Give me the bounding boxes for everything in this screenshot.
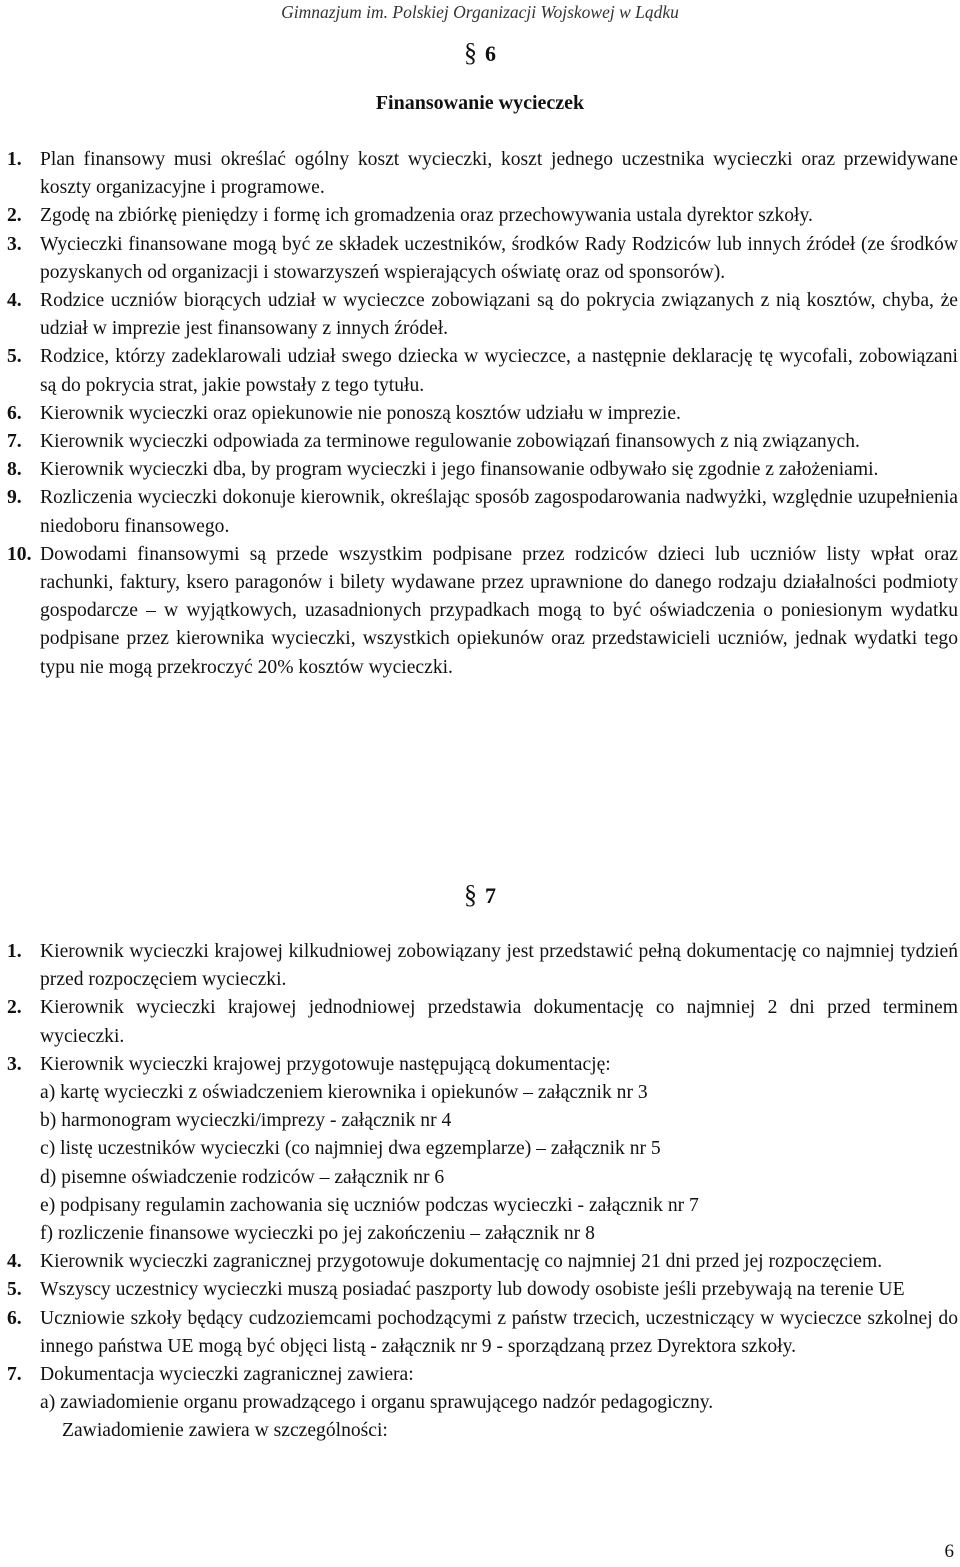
sub-item: e) podpisany regulamin zachowania się uczniów podczas wycieczki - załącznik nr 7 — [40, 1194, 699, 1216]
section-7-heading — [0, 880, 960, 910]
section-symbol: § — [464, 880, 477, 909]
item-number: 10. — [7, 543, 32, 565]
list-item — [7, 1051, 958, 1079]
list-item — [7, 541, 958, 682]
list-item — [7, 1361, 958, 1389]
item-text: Kierownik wycieczki krajowej kilkudniowej zobowiązany jest przedstawić pełną dokumentację co najmniej tydzień przed rozpoczęciem wycieczki. — [40, 941, 958, 991]
item-text: Rozliczenia wycieczki dokonuje kierownik, określając sposób zagospodarowania nadwyżki, względnie uzupełnienia niedoboru finansowego. — [40, 487, 958, 537]
item-text: Kierownik wycieczki zagranicznej przygotowuje dokumentację co najmniej 21 dni przed jej rozpoczęciem. — [40, 1251, 883, 1273]
list-item — [7, 428, 958, 456]
item-text: Kierownik wycieczki oraz opiekunowie nie ponoszą kosztów udziału w imprezie. — [40, 402, 681, 424]
item-number: 3. — [7, 1053, 22, 1075]
item-text: Zgodę na zbiórkę pieniędzy i formę ich gromadzenia oraz przechowywania ustala dyrektor szkoły. — [40, 205, 813, 227]
section-number: 7 — [485, 883, 496, 908]
section-6-title: Finansowanie wycieczek — [375, 92, 585, 114]
list-item — [7, 343, 958, 399]
list-item — [7, 231, 958, 287]
item-number: 2. — [7, 997, 22, 1019]
item-number: 6. — [7, 402, 22, 424]
item-text: Dokumentacja wycieczki zagranicznej zawiera: — [40, 1364, 414, 1386]
item-number: 4. — [7, 1251, 22, 1273]
section-6-heading — [0, 38, 960, 68]
list-item — [7, 456, 958, 484]
item-text: Rodzice, którzy zadeklarowali udział swego dziecka w wycieczce, a następnie deklarację tę wycofali, zobowiązani są do pokrycia strat, jakie powstały z tego tytułu. — [40, 346, 958, 396]
list-item — [7, 146, 958, 202]
item-number: 6. — [7, 1307, 22, 1329]
list-item — [7, 1276, 958, 1304]
item-number: 1. — [7, 149, 22, 170]
item-text: Kierownik wycieczki odpowiada za terminowe regulowanie zobowiązań finansowych z nią związanych. — [40, 431, 860, 453]
sub-item: f) rozliczenie finansowe wycieczki po jej zakończeniu – załącznik nr 8 — [40, 1223, 595, 1245]
sub-item: Zawiadomienie zawiera w szczególności: — [62, 1420, 388, 1442]
list-item — [7, 994, 958, 1050]
item-text: Wszyscy uczestnicy wycieczki muszą posiadać paszporty lub dowody osobiste jeśli przebywają na terenie UE — [40, 1279, 905, 1301]
item-number: 9. — [7, 487, 22, 509]
item-number: 2. — [7, 205, 22, 227]
item-text: Rodzice uczniów biorących udział w wycieczce zobowiązani są do pokrycia związanych z nią kosztów, chyba, że udział w imprezie jest finansowany z innych źródeł. — [40, 290, 958, 340]
item-number: 3. — [7, 233, 22, 255]
list-item — [7, 1305, 958, 1361]
page-number: 6 — [944, 1541, 954, 1562]
section-6-list — [7, 146, 958, 682]
item-text: Wycieczki finansowane mogą być ze składek uczestników, środków Rady Rodziców lub innych źródeł (ze środków pozyskanych od organizacji i stowarzyszeń wspierających oświatę oraz od sponsorów). — [40, 233, 958, 283]
item-text: Kierownik wycieczki krajowej jednodniowej przedstawia dokumentację co najmniej 2 dni przed terminem wycieczki. — [40, 997, 958, 1047]
list-item — [7, 938, 958, 994]
item-number: 7. — [7, 1364, 22, 1386]
section-7-list — [7, 938, 958, 1446]
item-text: Plan finansowy musi określać ogólny koszt wycieczki, koszt jednego uczestnika wycieczki oraz przewidywane koszty organizacyjne i programowe. — [40, 149, 958, 199]
item-text: Kierownik wycieczki dba, by program wycieczki i jego finansowanie odbywało się zgodnie z założeniami. — [40, 459, 879, 481]
sub-item: c) listę uczestników wycieczki (co najmniej dwa egzemplarze) – załącznik nr 5 — [40, 1138, 661, 1160]
item-number: 4. — [7, 290, 22, 312]
page-header: Gimnazjum im. Polskiej Organizacji Wojskowej w Lądku — [281, 2, 679, 22]
item-text: Kierownik wycieczki krajowej przygotowuje następującą dokumentację: — [40, 1053, 611, 1075]
item-number: 7. — [7, 431, 22, 453]
sub-item: d) pisemne oświadczenie rodziców – załącznik nr 6 — [40, 1166, 445, 1188]
item-number: 8. — [7, 459, 22, 481]
item-text: Dowodami finansowymi są przede wszystkim podpisane przez rodziców dzieci lub uczniów listy wpłat oraz rachunki, faktury, ksero paragonów i bilety wydawane przez uprawnione do danego rodzaju działalności podmioty gospodarcze – w wyjątkowych, uzasadnionych przypadkach mogą to być oświadczenia o poniesionym wydatku podpisane przez kierownika wycieczki, wszystkich opiekunów oraz przedstawicieli uczniów, jednak wydatki tego typu nie mogą przekroczyć 20% kosztów wycieczki. — [40, 543, 958, 678]
item-number: 5. — [7, 1279, 22, 1301]
item-text: Uczniowie szkoły będący cudzoziemcami pochodzącymi z państw trzecich, uczestniczący w wycieczce szkolnej do innego państwa UE mogą być objęci listą - załącznik nr 9 - sporządzaną przez Dyrektora szkoły. — [40, 1307, 958, 1357]
section-symbol: § — [464, 38, 477, 67]
item-number: 1. — [7, 941, 22, 962]
sub-item: a) kartę wycieczki z oświadczeniem kierownika i opiekunów – załącznik nr 3 — [40, 1082, 648, 1104]
list-item — [7, 484, 958, 540]
sub-item: b) harmonogram wycieczki/imprezy - załącznik nr 4 — [40, 1110, 452, 1132]
item-number: 5. — [7, 346, 22, 368]
list-item — [7, 1248, 958, 1276]
sub-item: a) zawiadomienie organu prowadzącego i organu sprawującego nadzór pedagogiczny. — [40, 1392, 714, 1414]
list-item — [7, 287, 958, 343]
list-item — [7, 400, 958, 428]
section-number: 6 — [485, 41, 496, 66]
list-item — [7, 202, 958, 230]
